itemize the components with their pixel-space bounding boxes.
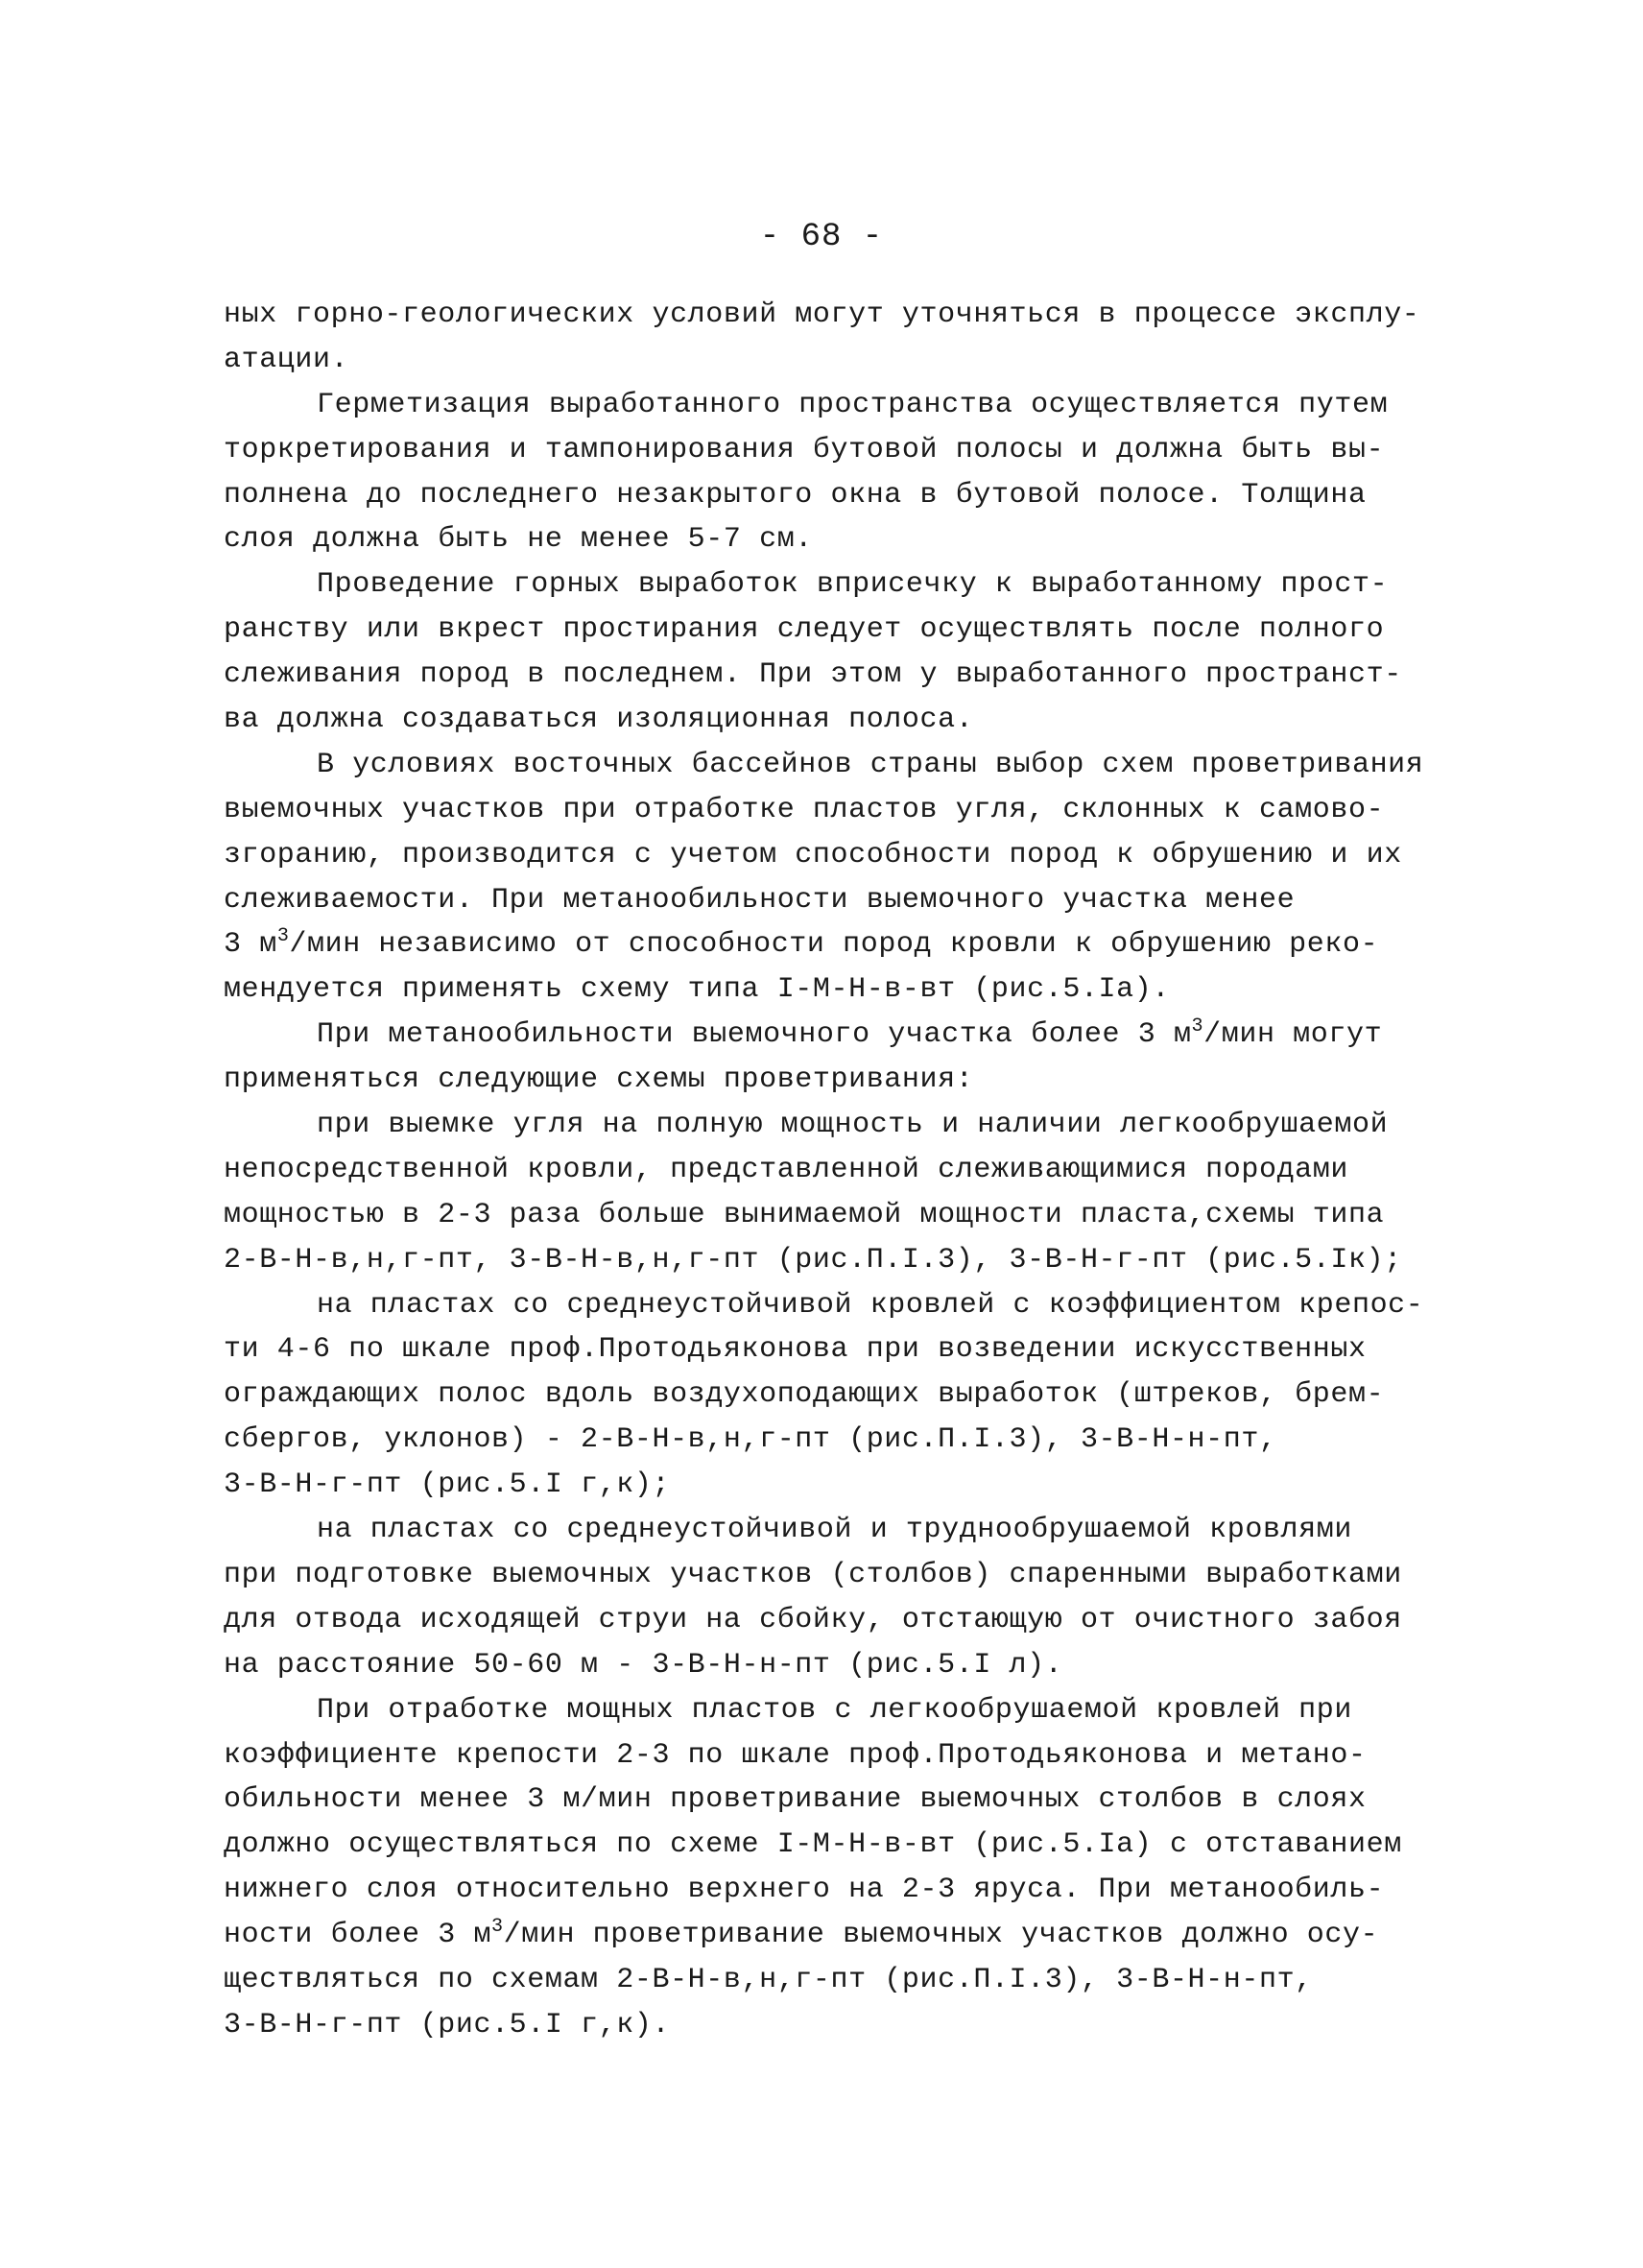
- text-line: при подготовке выемочных участков (столбов) спаренными выработками: [224, 1558, 1402, 1591]
- text-line: сбергов, уклонов) - 2-В-Н-в,н,г-пт (рис.П.I.3), 3-В-Н-н-пт,: [224, 1423, 1277, 1457]
- line-text-before: ности более 3 м: [224, 1919, 492, 1952]
- text-line: мендуется применять схему типа I-М-Н-в-вт (рис.5.Iа).: [224, 973, 1170, 1007]
- text-line: слоя должна быть не менее 5-7 см.: [224, 523, 813, 557]
- text-line: применяться следующие схемы проветривания:: [224, 1063, 974, 1097]
- text-line: должно осуществляться по схеме I-М-Н-в-вт (рис.5.Iа) с отставанием: [224, 1828, 1402, 1862]
- line-text-after: /мин проветривание выемочных участков должно осу-: [503, 1919, 1379, 1952]
- text-line: ва должна создаваться изоляционная полоса.: [224, 704, 974, 737]
- paragraph-first-line: При отработке мощных пластов с легкообрушаемой кровлей при: [317, 1693, 1352, 1727]
- text-line: непосредственной кровли, представленной слеживающимися породами: [224, 1153, 1348, 1186]
- text-line: на расстояние 50-60 м - 3-В-Н-н-пт (рис.5.I л).: [224, 1648, 1063, 1682]
- text-line: ти 4-6 по шкале проф.Протодьяконова при возведении искусственных: [224, 1333, 1367, 1367]
- text-line: ранству или вкрест простирания следует осуществлять после полного: [224, 613, 1385, 647]
- text-line: згоранию, производится с учетом способности пород к обрушению и их: [224, 838, 1402, 871]
- text-line: слеживания пород в последнем. При этом у выработанного пространст-: [224, 658, 1402, 692]
- line-text-after: /мин независимо от способности пород кровли к обрушению реко-: [289, 928, 1379, 962]
- list-item-first-line: при выемке угля на полную мощность и наличии легкообрушаемой: [317, 1109, 1389, 1142]
- text-line: мощностью в 2-3 раза больше вынимаемой мощности пласта,схемы типа: [224, 1198, 1385, 1231]
- text-line: ществляться по схемам 2-В-Н-в,н,г-пт (рис.П.I.3), 3-В-Н-н-пт,: [224, 1963, 1313, 1996]
- text-line: для отвода исходящей струи на сбойку, отстающую от очистного забоя: [224, 1603, 1402, 1636]
- text-line: коэффициенте крепости 2-3 по шкале проф.Протодьяконова и метано-: [224, 1738, 1367, 1772]
- text-line: ограждающих полос вдоль воздухоподающих выработок (штреков, брем-: [224, 1378, 1385, 1412]
- text-line: 3-В-Н-г-пт (рис.5.I г,к);: [224, 1468, 671, 1502]
- superscript: 3: [1191, 1015, 1204, 1039]
- paragraph-first-line: В условиях восточных бассейнов страны выбор схем проветривания: [317, 748, 1424, 781]
- paragraph-first-line: Проведение горных выработок вприсечку к выработанному прост-: [317, 568, 1389, 602]
- text-line: полнена до последнего незакрытого окна в бутовой полосе. Толщина: [224, 478, 1367, 512]
- text-line: ных горно-геологических условий могут уточняться в процессе эксплу-: [224, 298, 1420, 331]
- text-line: атации.: [224, 343, 349, 376]
- text-line: 2-В-Н-в,н,г-пт, 3-В-Н-в,н,г-пт (рис.П.I.3), 3-В-Н-г-пт (рис.5.Iк);: [224, 1243, 1402, 1277]
- body-text: [224, 293, 1471, 2048]
- text-line: нижнего слоя относительно верхнего на 2-3 яруса. При метанообиль-: [224, 1874, 1385, 1907]
- text-line: обильности менее 3 м/мин проветривание выемочных столбов в слоях: [224, 1783, 1367, 1817]
- superscript: 3: [276, 925, 290, 948]
- page-number: - 68 -: [759, 219, 884, 255]
- text-line-with-superscript: [224, 922, 1471, 967]
- line-text-after: /мин могут: [1203, 1018, 1383, 1052]
- line-text-before: При метанообильности выемочного участка более 3 м: [317, 1018, 1192, 1052]
- list-item-first-line: на пластах со среднеустойчивой и труднообрушаемой кровлями: [317, 1514, 1352, 1547]
- superscript: 3: [491, 1916, 504, 1939]
- list-item-first-line: на пластах со среднеустойчивой кровлей с коэффициентом крепос-: [317, 1288, 1424, 1322]
- text-line: выемочных участков при отработке пластов угля, склонных к самово-: [224, 793, 1385, 826]
- paragraph-first-line-with-superscript: [224, 1013, 1471, 1058]
- text-line: 3-В-Н-г-пт (рис.5.I г,к).: [224, 2008, 671, 2041]
- line-text-before: 3 м: [224, 928, 277, 962]
- paragraph-first-line: Герметизация выработанного пространства осуществляется путем: [317, 388, 1389, 421]
- text-line: слеживаемости. При метанообильности выемочного участка менее: [224, 883, 1296, 917]
- text-line-with-superscript: [224, 1913, 1471, 1958]
- text-line: торкретирования и тампонирования бутовой полосы и должна быть вы-: [224, 433, 1385, 466]
